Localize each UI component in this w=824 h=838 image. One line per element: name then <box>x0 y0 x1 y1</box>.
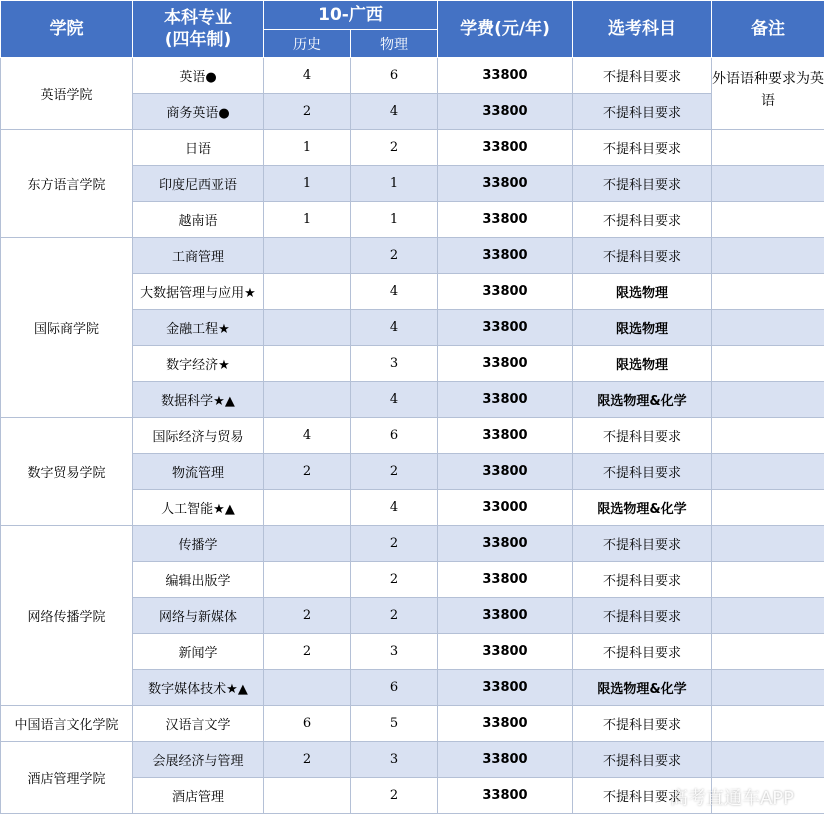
history-count <box>264 490 351 526</box>
history-count <box>264 274 351 310</box>
major-name: 网络与新媒体 <box>133 598 264 634</box>
subject-requirement: 限选物理&化学 <box>573 382 712 418</box>
header-physics: 物理 <box>351 30 438 58</box>
physics-count: 2 <box>351 778 438 814</box>
subject-requirement: 不提科目要求 <box>573 706 712 742</box>
subject-requirement: 限选物理 <box>573 310 712 346</box>
tuition-fee: 33800 <box>438 310 573 346</box>
note-cell <box>712 130 824 166</box>
college-name: 数字贸易学院 <box>1 418 133 526</box>
subject-requirement: 不提科目要求 <box>573 202 712 238</box>
major-name: 人工智能★▲ <box>133 490 264 526</box>
college-name: 国际商学院 <box>1 238 133 418</box>
header-history: 历史 <box>264 30 351 58</box>
history-count: 6 <box>264 706 351 742</box>
header-college: 学院 <box>1 1 133 58</box>
table-row <box>1 526 824 562</box>
note-cell <box>712 634 824 670</box>
table-row <box>1 418 824 454</box>
note-cell <box>712 670 824 706</box>
note-cell <box>712 598 824 634</box>
tuition-fee: 33800 <box>438 742 573 778</box>
major-name: 大数据管理与应用★ <box>133 274 264 310</box>
tuition-fee: 33800 <box>438 778 573 814</box>
major-name: 英语● <box>133 58 264 94</box>
tuition-fee: 33800 <box>438 670 573 706</box>
history-count: 2 <box>264 634 351 670</box>
table-row <box>1 130 824 166</box>
header-major-line1: 本科专业 <box>164 8 232 28</box>
physics-count: 2 <box>351 130 438 166</box>
tuition-fee: 33800 <box>438 166 573 202</box>
history-count: 2 <box>264 742 351 778</box>
major-name: 会展经济与管理 <box>133 742 264 778</box>
tuition-fee: 33800 <box>438 562 573 598</box>
history-count <box>264 670 351 706</box>
subject-requirement: 不提科目要求 <box>573 742 712 778</box>
note-cell <box>712 202 824 238</box>
note-cell <box>712 454 824 490</box>
major-name: 日语 <box>133 130 264 166</box>
subject-requirement: 不提科目要求 <box>573 634 712 670</box>
history-count <box>264 778 351 814</box>
history-count: 1 <box>264 202 351 238</box>
physics-count: 3 <box>351 742 438 778</box>
history-count: 4 <box>264 58 351 94</box>
note-cell <box>712 742 824 778</box>
note-cell <box>712 526 824 562</box>
tuition-fee: 33800 <box>438 598 573 634</box>
major-name: 国际经济与贸易 <box>133 418 264 454</box>
history-count <box>264 382 351 418</box>
subject-requirement: 不提科目要求 <box>573 418 712 454</box>
major-name: 编辑出版学 <box>133 562 264 598</box>
college-name: 网络传播学院 <box>1 526 133 706</box>
subject-requirement: 不提科目要求 <box>573 238 712 274</box>
tuition-fee: 33800 <box>438 706 573 742</box>
history-count <box>264 238 351 274</box>
subject-requirement: 不提科目要求 <box>573 562 712 598</box>
tuition-fee: 33800 <box>438 418 573 454</box>
subject-requirement: 不提科目要求 <box>573 454 712 490</box>
subject-requirement: 不提科目要求 <box>573 778 712 814</box>
history-count: 2 <box>264 598 351 634</box>
major-name: 新闻学 <box>133 634 264 670</box>
physics-count: 6 <box>351 58 438 94</box>
major-name: 商务英语● <box>133 94 264 130</box>
physics-count: 2 <box>351 562 438 598</box>
major-name: 金融工程★ <box>133 310 264 346</box>
physics-count: 2 <box>351 526 438 562</box>
tuition-fee: 33800 <box>438 238 573 274</box>
tuition-fee: 33800 <box>438 634 573 670</box>
subject-requirement: 限选物理 <box>573 274 712 310</box>
note-cell <box>712 274 824 310</box>
history-count: 1 <box>264 130 351 166</box>
history-count <box>264 562 351 598</box>
subject-requirement: 不提科目要求 <box>573 526 712 562</box>
major-name: 数字媒体技术★▲ <box>133 670 264 706</box>
major-name: 汉语言文学 <box>133 706 264 742</box>
subject-requirement: 限选物理&化学 <box>573 670 712 706</box>
note-cell <box>712 346 824 382</box>
major-name: 物流管理 <box>133 454 264 490</box>
tuition-fee: 33800 <box>438 526 573 562</box>
physics-count: 4 <box>351 490 438 526</box>
table-row <box>1 742 824 778</box>
tuition-fee: 33800 <box>438 382 573 418</box>
physics-count: 6 <box>351 418 438 454</box>
tuition-fee: 33800 <box>438 346 573 382</box>
subject-requirement: 不提科目要求 <box>573 58 712 94</box>
header-region: 10-广西 <box>264 1 438 30</box>
major-name: 传播学 <box>133 526 264 562</box>
table-row <box>1 58 824 94</box>
physics-count: 4 <box>351 274 438 310</box>
header-major <box>133 1 264 58</box>
subject-requirement: 不提科目要求 <box>573 166 712 202</box>
physics-count: 2 <box>351 238 438 274</box>
note-cell <box>712 382 824 418</box>
note-cell <box>712 418 824 454</box>
note-cell <box>712 778 824 814</box>
header-major-line2: (四年制) <box>164 30 232 50</box>
physics-count: 1 <box>351 166 438 202</box>
major-name: 数字经济★ <box>133 346 264 382</box>
note-cell: 外语语种要求为英语 <box>712 58 824 130</box>
note-cell <box>712 166 824 202</box>
history-count: 4 <box>264 418 351 454</box>
major-name: 越南语 <box>133 202 264 238</box>
major-name: 工商管理 <box>133 238 264 274</box>
college-name: 酒店管理学院 <box>1 742 133 814</box>
tuition-fee: 33800 <box>438 130 573 166</box>
tuition-fee: 33000 <box>438 490 573 526</box>
tuition-fee: 33800 <box>438 94 573 130</box>
tuition-fee: 33800 <box>438 274 573 310</box>
physics-count: 4 <box>351 382 438 418</box>
table-row <box>1 238 824 274</box>
table-row <box>1 706 824 742</box>
subject-requirement: 限选物理 <box>573 346 712 382</box>
history-count <box>264 346 351 382</box>
history-count: 2 <box>264 454 351 490</box>
subject-requirement: 不提科目要求 <box>573 130 712 166</box>
subject-requirement: 限选物理&化学 <box>573 490 712 526</box>
tuition-fee: 33800 <box>438 58 573 94</box>
physics-count: 1 <box>351 202 438 238</box>
physics-count: 2 <box>351 454 438 490</box>
header-subjects: 选考科目 <box>573 1 712 58</box>
college-name: 东方语言学院 <box>1 130 133 238</box>
note-cell <box>712 238 824 274</box>
subject-requirement: 不提科目要求 <box>573 94 712 130</box>
physics-count: 3 <box>351 346 438 382</box>
header-note: 备注 <box>712 1 824 58</box>
history-count: 1 <box>264 166 351 202</box>
major-name: 数据科学★▲ <box>133 382 264 418</box>
note-cell <box>712 562 824 598</box>
watermark-text: 高考直通车APP <box>669 788 794 809</box>
note-cell <box>712 490 824 526</box>
header-fee: 学费(元/年) <box>438 1 573 58</box>
history-count: 2 <box>264 94 351 130</box>
tuition-fee: 33800 <box>438 202 573 238</box>
college-name: 英语学院 <box>1 58 133 130</box>
subject-requirement: 不提科目要求 <box>573 598 712 634</box>
major-name: 酒店管理 <box>133 778 264 814</box>
college-name: 中国语言文化学院 <box>1 706 133 742</box>
physics-count: 6 <box>351 670 438 706</box>
physics-count: 4 <box>351 94 438 130</box>
history-count <box>264 526 351 562</box>
physics-count: 4 <box>351 310 438 346</box>
history-count <box>264 310 351 346</box>
major-name: 印度尼西亚语 <box>133 166 264 202</box>
note-cell <box>712 310 824 346</box>
physics-count: 2 <box>351 598 438 634</box>
note-cell <box>712 706 824 742</box>
tuition-fee: 33800 <box>438 454 573 490</box>
physics-count: 3 <box>351 634 438 670</box>
physics-count: 5 <box>351 706 438 742</box>
